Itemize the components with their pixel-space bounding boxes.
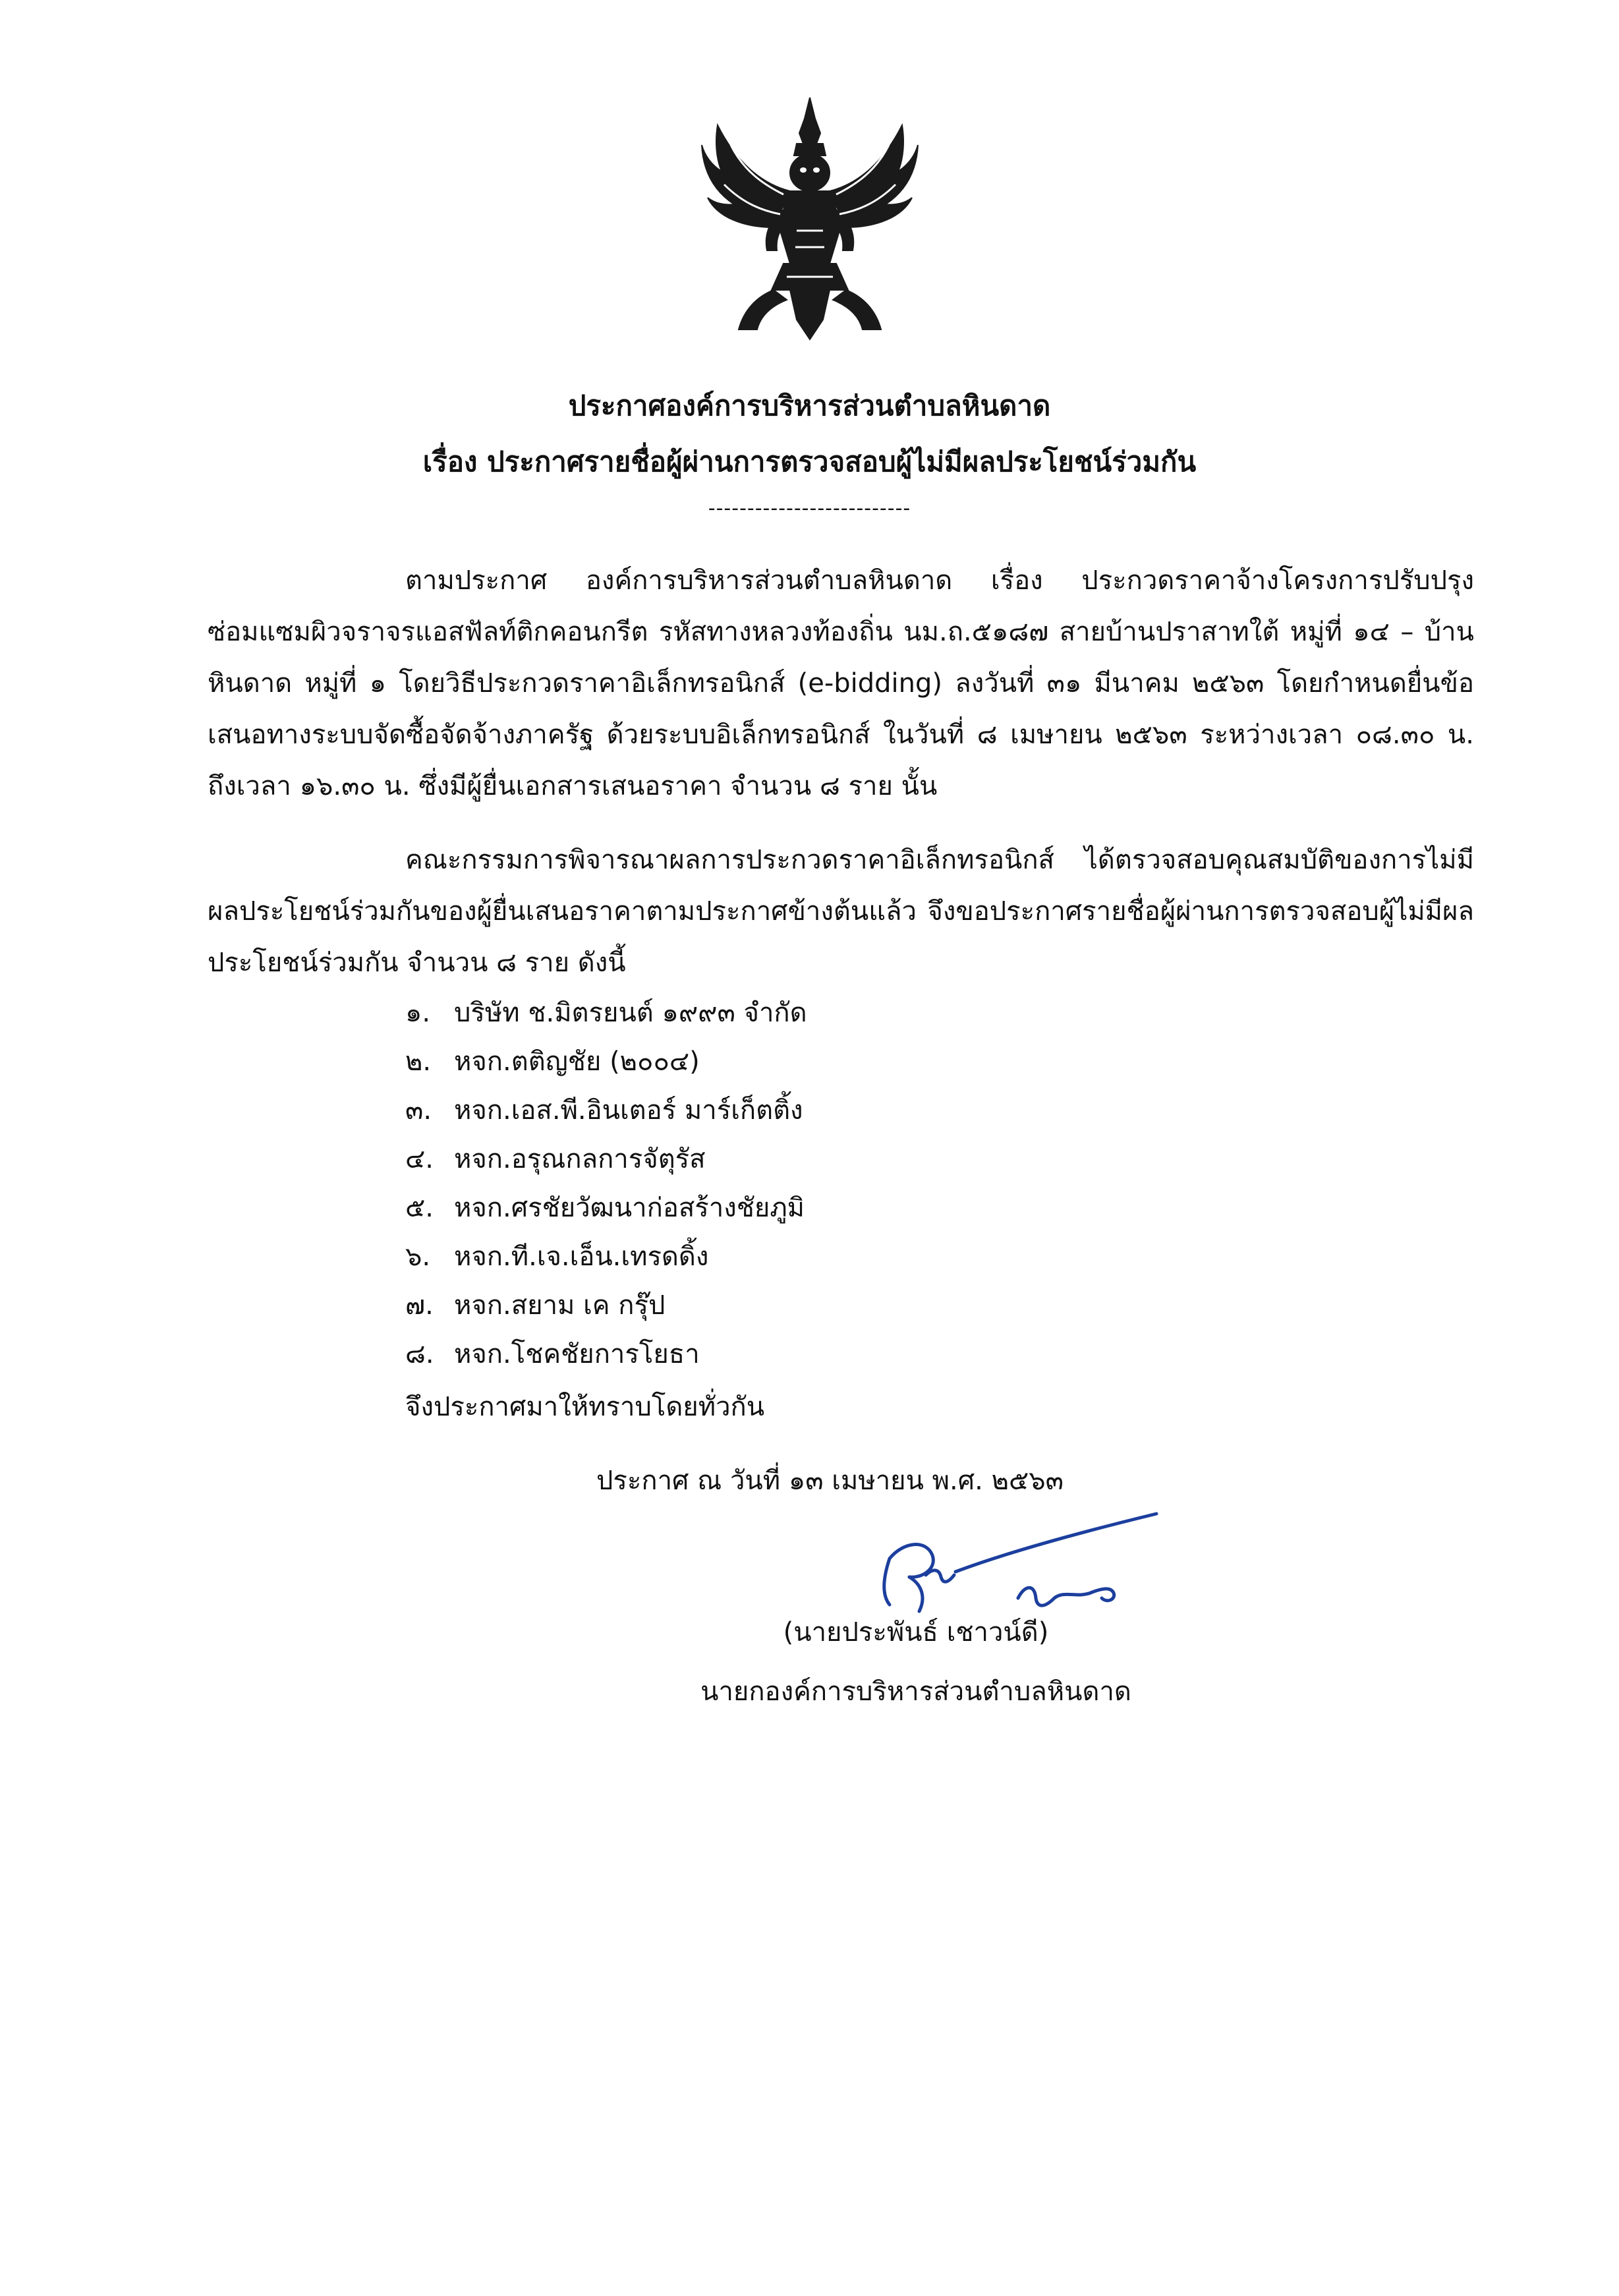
list-item	[405, 1281, 807, 1330]
list-item-number: ๔.	[405, 1144, 434, 1174]
list-item-name: หจก.สยาม เค กรุ๊ป	[454, 1290, 666, 1321]
closing-statement: จึงประกาศมาให้ทราบโดยทั่วกัน	[405, 1392, 765, 1422]
announcement-subject: เรื่อง ประกาศรายชื่อผู้ผ่านการตรวจสอบผู้ไม่มีผลประโยชน์ร่วมกัน	[422, 445, 1197, 478]
body-paragraph-1: ตามประกาศ องค์การบริหารส่วนตำบลหินดาด เรื่อง ประกวดราคาจ้างโครงการปรับปรุงซ่อมแซมผิวจราจรแอสฟัลท์ติกคอนกรีต รหัสทางหลวงท้องถิ่น นม.ถ.๕๑๘๗ สายบ้านปราสาทใต้ หมู่ที่ ๑๔ – บ้านหินดาด หมู่ที่ ๑ โดยวิธีประกวดราคาอิเล็กทรอนิกส์ (e-bidding) ลงวันที่ ๓๑ มีนาคม ๒๕๖๓ โดยกำหนดยื่นข้อเสนอทางระบบจัดซื้อจัดจ้างภาครัฐ ด้วยระบบอิเล็กทรอนิกส์ ในวันที่ ๘ เมษายน ๒๕๖๓ ระหว่างเวลา ๐๘.๓๐ น. ถึงเวลา ๑๖.๓๐ น. ซึ่งมีผู้ยื่นเอกสารเสนอราคา จำนวน ๘ ราย นั้น	[208, 565, 1474, 801]
list-item-number: ๒.	[405, 1047, 432, 1077]
signer-position: นายกองค์การบริหารส่วนตำบลหินดาด	[700, 1677, 1131, 1707]
list-item	[405, 1086, 807, 1135]
list-item-name: บริษัท ช.มิตรยนต์ ๑๙๙๓ จำกัด	[454, 998, 807, 1028]
list-item	[405, 989, 807, 1037]
list-item-name: หจก.อรุณกลการจัตุรัส	[454, 1144, 706, 1174]
body-paragraph-2: คณะกรรมการพิจารณาผลการประกวดราคาอิเล็กทรอนิกส์ ได้ตรวจสอบคุณสมบัติของการไม่มีผลประโยชน์ร่วมกันของผู้ยื่นเสนอราคาตามประกาศข้างต้นแล้ว จึงขอประกาศรายชื่อผู้ผ่านการตรวจสอบผู้ไม่มีผลประโยชน์ร่วมกัน จำนวน ๘ ราย ดังนี้	[208, 845, 1474, 978]
list-item	[405, 1135, 807, 1184]
bidder-list	[405, 989, 807, 1379]
garuda-emblem-icon	[697, 92, 923, 346]
list-item-number: ๓.	[405, 1095, 432, 1126]
list-item-number: ๗.	[405, 1290, 434, 1321]
list-item	[405, 1037, 807, 1086]
list-item-name: หจก.ศรชัยวัฒนาก่อสร้างชัยภูมิ	[454, 1193, 805, 1223]
list-item-number: ๑.	[405, 998, 431, 1028]
list-item-name: หจก.ตติญชัย (๒๐๐๔)	[454, 1047, 700, 1077]
list-item-number: ๕.	[405, 1193, 434, 1223]
list-item-number: ๖.	[405, 1242, 431, 1272]
list-item	[405, 1232, 807, 1281]
list-item-name: หจก.โชคชัยการโยธา	[454, 1339, 700, 1369]
list-item-name: หจก.เอส.พี.อินเตอร์ มาร์เก็ตติ้ง	[454, 1095, 803, 1126]
handwritten-signature-icon	[863, 1506, 1166, 1621]
list-item	[405, 1184, 807, 1232]
signer-name: (นายประพันธ์ เชาวน์ดี)	[783, 1617, 1049, 1648]
announcement-title: ประกาศองค์การบริหารส่วนตำบลหินดาด	[568, 389, 1051, 422]
list-item-name: หจก.ที.เจ.เอ็น.เทรดดิ้ง	[454, 1242, 709, 1272]
title-divider: --------------------------	[708, 497, 911, 520]
announcement-date: ประกาศ ณ วันที่ ๑๓ เมษายน พ.ศ. ๒๕๖๓	[596, 1466, 1064, 1496]
list-item	[405, 1330, 807, 1379]
list-item-number: ๘.	[405, 1339, 434, 1369]
